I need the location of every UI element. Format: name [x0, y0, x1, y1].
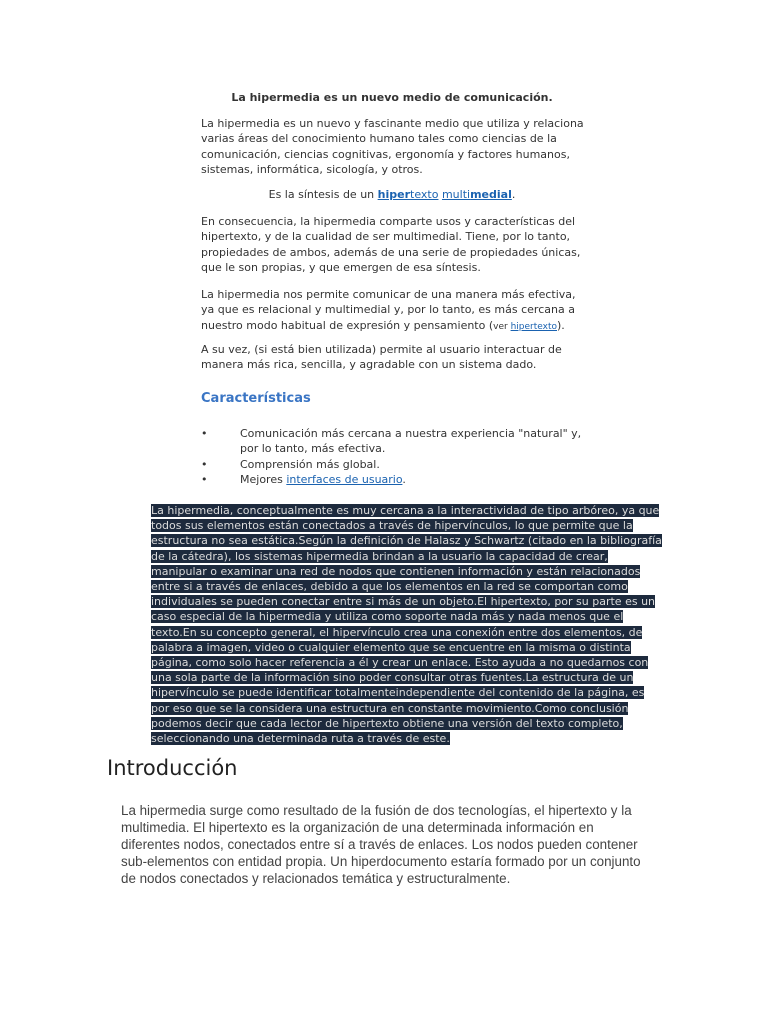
- hipertexto-ref-link[interactable]: hipertexto: [510, 321, 558, 332]
- article-title: La hipermedia es un nuevo medio de comunicación.: [231, 91, 553, 104]
- bullet-icon: •: [201, 457, 208, 471]
- list-item: [201, 426, 585, 457]
- feature-text: Comprensión más global.: [240, 457, 380, 471]
- multimedial-link[interactable]: multimedial: [441, 188, 512, 201]
- list-item: [201, 457, 585, 472]
- hipertexto-link[interactable]: hipertexto: [377, 188, 439, 201]
- intro-paragraph: La hipermedia es un nuevo y fascinante medio que utiliza y relaciona varias áreas del conocimiento humano tales como ciencias de la comunicación, ciencias cognitivas, ergonomía y factores humanos, sistemas, informática, sicología, y otros.: [201, 117, 584, 176]
- introduction-text: La hipermedia surge como resultado de la fusión de dos tecnologías, el hipertexto y la multimedia. El hipertexto es la organización de una determinada información en diferentes nodos, conectados entre sí a través de enlaces. Los nodos pueden contener sub-elementos con entidad propia. Un hiperdocumento estaría formado por un conjunto de nodos conectados y relacionados temática y estructuralmente.: [121, 803, 641, 886]
- selected-text[interactable]: La hipermedia, conceptualmente es muy cercana a la interactividad de tipo arbóreo, ya que todos sus elementos están conectados a través de hipervínculos, lo que permite que la estructura no sea estática.Según la definición de Halasz y Schwartz (citado en la bibliografía de la cátedra), los sistemas hipermedia brindan a la usuario la capacidad de crear, manipular o examinar una red de nodos que contienen información y están relacionados entre si a través de enlaces, debido a que los elementos en la red se comportan como individuales se pueden conectar entre si más de un objeto.El hipertexto, por su parte es un caso especial de la hipermedia y utiliza como soporte nada más y nada menos que el texto.En su concepto general, el hipervínculo crea una conexión entre dos elementos, de palabra a imagen, video o cualquier elemento que se encuentre en la misma o distinta página, como solo hacer referencia a él y crear un enlace. Esto ayuda a no quedarnos con una sola parte de la información sino poder consultar otras fuentes.La estructura de un hipervínculo se puede identificar totalmenteindependiente del contenido de la página, es por eso que se la considera una estructura en constante movimiento.Como conclusión podemos decir que cada lector de hipertexto obtiene una versión del texto completo, seleccionando una determinada ruta a través de este.: [151, 504, 662, 746]
- bullet-icon: •: [201, 472, 208, 486]
- list-item: • Mejores interfaces de usuario.: [201, 472, 406, 486]
- synthesis-suffix: .: [511, 188, 516, 201]
- features-heading: Características: [201, 391, 311, 406]
- interfaces-link[interactable]: interfaces de usuario: [286, 472, 403, 486]
- communication-paragraph: La hipermedia nos permite comunicar de una manera más efectiva, ya que es relacional y multimedial y, por lo tanto, es más cercana a nuestro modo habitual de expresión y pensamiento (ver hipertexto).: [201, 288, 576, 332]
- synthesis-prefix: Es la síntesis de un: [268, 188, 378, 201]
- synthesis-line: [200, 188, 584, 201]
- features-list: [201, 426, 585, 487]
- feature-text: Comunicación más cercana a nuestra experiencia "natural" y, por lo tanto, más efectiva.: [240, 427, 582, 456]
- introduction-heading: Introducción: [107, 756, 238, 780]
- interaction-paragraph: A su vez, (si está bien utilizada) permite al usuario interactuar de manera más rica, sencilla, y agradable con un sistema dado.: [201, 343, 562, 372]
- bullet-icon: •: [201, 427, 208, 440]
- selected-text-block[interactable]: [151, 503, 663, 746]
- consequence-paragraph: En consecuencia, la hipermedia comparte usos y características del hipertexto, y de la cualidad de ser multimedial. Tiene, por lo tanto, propiedades de ambos, además de una serie de propiedades únicas, que le son propias, y que emergen de esa síntesis.: [201, 215, 581, 274]
